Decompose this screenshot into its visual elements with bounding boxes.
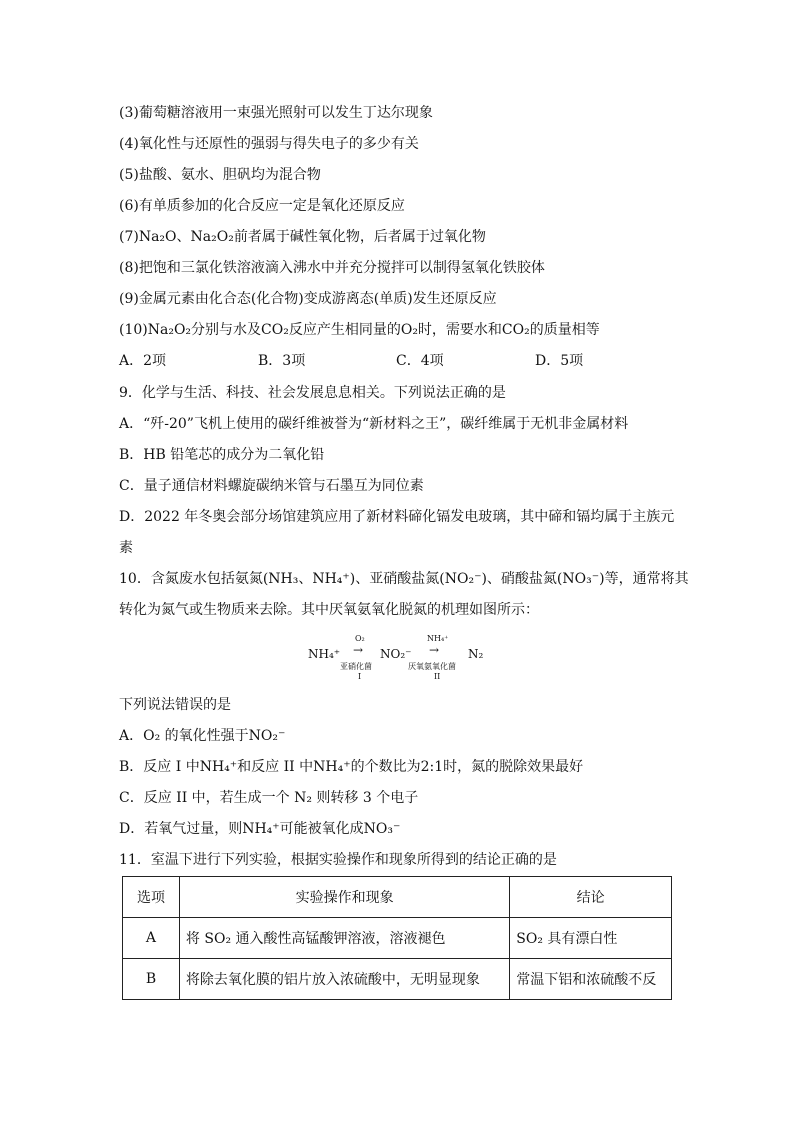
scheme-arrow1-reagent: O₂ xyxy=(355,634,365,643)
table-cell: 常温下铝和浓硫酸不反 xyxy=(510,959,672,1000)
q10-stem-line1: 10．含氮废水包括氨氮(NH₃、NH₄⁺)、亚硝酸盐氮(NO₂⁻)、硝酸盐氮(NO₃⁻)等，通常将其 xyxy=(119,571,689,587)
q10-option-d: D．若氧气过量，则NH₄⁺可能被氧化成NO₃⁻ xyxy=(119,821,401,837)
table-header-cell: 选项 xyxy=(123,877,180,918)
reaction-scheme xyxy=(300,634,510,690)
scheme-arrow2-label: II xyxy=(434,672,441,681)
q9-option-c: C．量子通信材料螺旋碳纳米管与石墨互为同位素 xyxy=(119,478,424,494)
q9-option-d-continued: 素 xyxy=(119,540,133,556)
statement-5: (5)盐酸、氨水、胆矾均为混合物 xyxy=(119,167,321,183)
table-cell: A xyxy=(123,918,180,959)
q11-stem: 11．室温下进行下列实验，根据实验操作和现象所得到的结论正确的是 xyxy=(119,852,557,868)
scheme-arrow1: → xyxy=(353,643,364,657)
scheme-arrow2-catalyst: 厌氧氨氧化菌 xyxy=(408,662,456,671)
table-header-row xyxy=(123,877,672,918)
q10-option-c: C．反应 II 中，若生成一个 N₂ 则转移 3 个电子 xyxy=(119,790,419,806)
table-row xyxy=(123,918,672,959)
statement-10: (10)Na₂O₂分别与水及CO₂反应产生相同量的O₂时，需要水和CO₂的质量相等 xyxy=(119,322,600,338)
statement-3: (3)葡萄糖溶液用一束强光照射可以发生丁达尔现象 xyxy=(119,105,433,121)
table-cell: 将 SO₂ 通入酸性高锰酸钾溶液，溶液褪色 xyxy=(179,918,509,959)
scheme-product: N₂ xyxy=(468,647,484,661)
q9-option-d: D．2022 年冬奥会部分场馆建筑应用了新材料碲化镉发电玻璃，其中碲和镉均属于主族元 xyxy=(119,509,675,525)
q10-option-a: A．O₂ 的氧化性强于NO₂⁻ xyxy=(119,728,286,744)
table-header-cell: 实验操作和现象 xyxy=(179,877,509,918)
statement-6: (6)有单质参加的化合反应一定是氧化还原反应 xyxy=(119,198,405,214)
scheme-intermediate: NO₂⁻ xyxy=(380,647,412,661)
q10-prompt: 下列说法错误的是 xyxy=(119,697,231,713)
q9-option-b: B．HB 铅笔芯的成分为二氧化铅 xyxy=(119,447,325,463)
table-cell: B xyxy=(123,959,180,1000)
q8-option-a: A．2项 xyxy=(119,353,167,369)
table-header-cell: 结论 xyxy=(510,877,672,918)
statement-9: (9)金属元素由化合态(化合物)变成游离态(单质)发生还原反应 xyxy=(119,291,497,307)
scheme-arrow1-label: I xyxy=(358,672,362,681)
table-row xyxy=(123,959,672,1000)
scheme-arrow2-reagent: NH₄⁺ xyxy=(427,634,449,643)
table-cell: SO₂ 具有漂白性 xyxy=(510,918,672,959)
q8-option-c: C．4项 xyxy=(396,353,444,369)
q9-stem: 9．化学与生活、科技、社会发展息息相关。下列说法正确的是 xyxy=(119,385,506,401)
scheme-arrow2: → xyxy=(429,643,440,657)
scheme-reactant: NH₄⁺ xyxy=(308,647,341,661)
table-cell: 将除去氧化膜的铝片放入浓硫酸中，无明显现象 xyxy=(179,959,509,1000)
statement-7: (7)Na₂O、Na₂O₂前者属于碱性氧化物，后者属于过氧化物 xyxy=(119,229,486,245)
scheme-arrow1-catalyst: 亚硝化菌 xyxy=(340,662,372,671)
q9-option-a: A．“歼-20”飞机上使用的碳纤维被誉为“新材料之王”，碳纤维属于无机非金属材料 xyxy=(119,416,629,432)
q10-stem-line2: 转化为氮气或生物质来去除。其中厌氧氨氧化脱氮的机理如图所示： xyxy=(119,602,539,618)
statement-4: (4)氧化性与还原性的强弱与得失电子的多少有关 xyxy=(119,136,419,152)
experiment-table xyxy=(122,876,672,1000)
q8-option-d: D．5项 xyxy=(535,353,584,369)
statement-8: (8)把饱和三氯化铁溶液滴入沸水中并充分搅拌可以制得氢氧化铁胶体 xyxy=(119,260,545,276)
q10-option-b: B．反应 I 中NH₄⁺和反应 II 中NH₄⁺的个数比为2:1时，氮的脱除效果最好 xyxy=(119,759,584,775)
q8-option-b: B．3项 xyxy=(258,353,306,369)
